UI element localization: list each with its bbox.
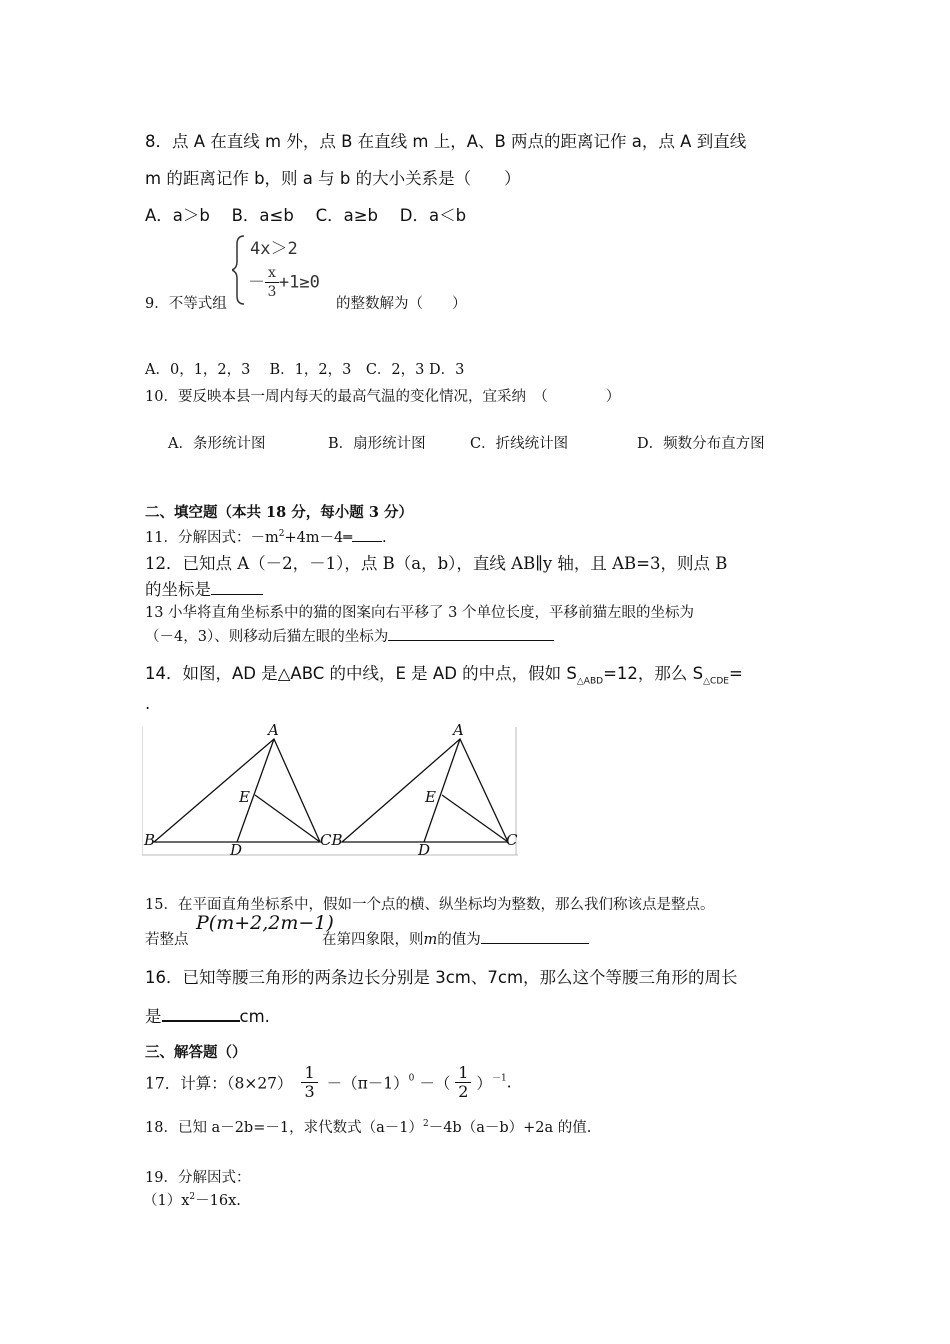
- q15-prefix: 若整点: [145, 932, 189, 948]
- label-a-left: A: [268, 721, 279, 739]
- q16-line2: 是 cm.: [145, 1007, 270, 1026]
- inequality-1: 4x＞2: [250, 239, 298, 259]
- q19-part1: $(1)x^2-16x$.: [143, 1192, 241, 1209]
- label-e-left: E: [239, 788, 250, 806]
- q13-line2: （－4，3）、则移动后猫左眼的坐标为: [145, 625, 554, 646]
- q14: 14．如图，AD 是△ABC 的中线，E 是 AD 的中点，假如 $S_{\triangle ABD}=12$，那么 $S_{\triangle CDE}=$: [145, 664, 743, 687]
- q12-line2: 的坐标是: [145, 576, 263, 600]
- label-a-right: A: [453, 721, 464, 739]
- q12-line1: 12．已知点 A（－2，－1），点 B（a，b），直线 AB∥y 轴，且 AB=3，则点 B: [145, 554, 728, 573]
- answer-blank: [388, 626, 554, 641]
- q8-options: A．a＞b B．a≤b C．a≥b D．a＜b: [145, 206, 467, 225]
- answer-blank: [162, 1006, 240, 1022]
- q16-line1: 16．已知等腰三角形的两条边长分别是 3cm、7cm，那么这个等腰三角形的周长: [145, 968, 738, 987]
- q18: 18．已知 a－2b=－1，求代数式$(a-1)^2-4b(a-b)+2a$ 的值.: [145, 1119, 592, 1136]
- label-e-right: E: [425, 788, 436, 806]
- answer-blank: [481, 929, 589, 944]
- q10-option-d: D．频数分布直方图: [637, 436, 765, 452]
- label-b-left: B: [144, 831, 156, 849]
- section-2-heading: 二、填空题（本共 18 分，每小题 3 分）: [145, 504, 413, 521]
- q8-line1: 8．点 A 在直线 m 外，点 B 在直线 m 上，A、B 两点的距离记作 a，点 A 到直线: [145, 132, 747, 151]
- q19-title: 19．分解因式：: [145, 1170, 251, 1186]
- q10-option-c: C．折线统计图: [470, 436, 569, 452]
- q15-point: P(m+2,2m−1): [196, 912, 334, 934]
- answer-blank: [352, 527, 382, 542]
- q10-stem: 10．要反映本县一周内每天的最高气温的变化情况，宜采纳 （ ）: [145, 389, 621, 405]
- q11: 11．分解因式：$-m^2+4m-4═$ .: [145, 526, 387, 547]
- q17: 17．计算：（8×27） $\frac{1}{3}$ $-(\pi-1)^0$ －（ $\frac{1}{2}$ ）$^{-1}$.: [145, 1063, 512, 1101]
- q10-option-b: B．扇形统计图: [328, 436, 426, 452]
- q9-suffix: 的整数解为（ ）: [336, 296, 467, 312]
- label-d-left: D: [230, 841, 243, 859]
- label-c-right: C: [506, 831, 518, 849]
- label-cb: CB: [320, 831, 343, 849]
- q15-suffix: 在第四象限，则m的值为: [322, 928, 589, 949]
- inequality-2: － $\frac{x}{3}$ +1≥0: [248, 265, 320, 300]
- q14-dot: .: [145, 694, 151, 713]
- q15-line1: 15．在平面直角坐标系中，假如一个点的横、纵坐标均为整数，那么我们称该点是整点。: [145, 897, 715, 913]
- q13-line1: 13 小华将直角坐标系中的猫的图案向右平移了 3 个单位长度，平移前猫左眼的坐标为: [145, 605, 695, 621]
- q10-option-a: A．条形统计图: [168, 436, 266, 452]
- answer-blank: [211, 580, 263, 595]
- q8-line2: m 的距离记作 b，则 a 与 b 的大小关系是（ ）: [145, 169, 521, 188]
- triangle-figure: [142, 721, 520, 863]
- label-d-right: D: [418, 841, 431, 859]
- inequality-system: [232, 232, 342, 308]
- section-3-heading: 三、解答题（）: [145, 1044, 247, 1061]
- q9-prefix: 9．不等式组: [145, 296, 227, 312]
- q9-options: A．0，1，2，3 B．1，2，3 C．2，3 D．3: [145, 362, 465, 378]
